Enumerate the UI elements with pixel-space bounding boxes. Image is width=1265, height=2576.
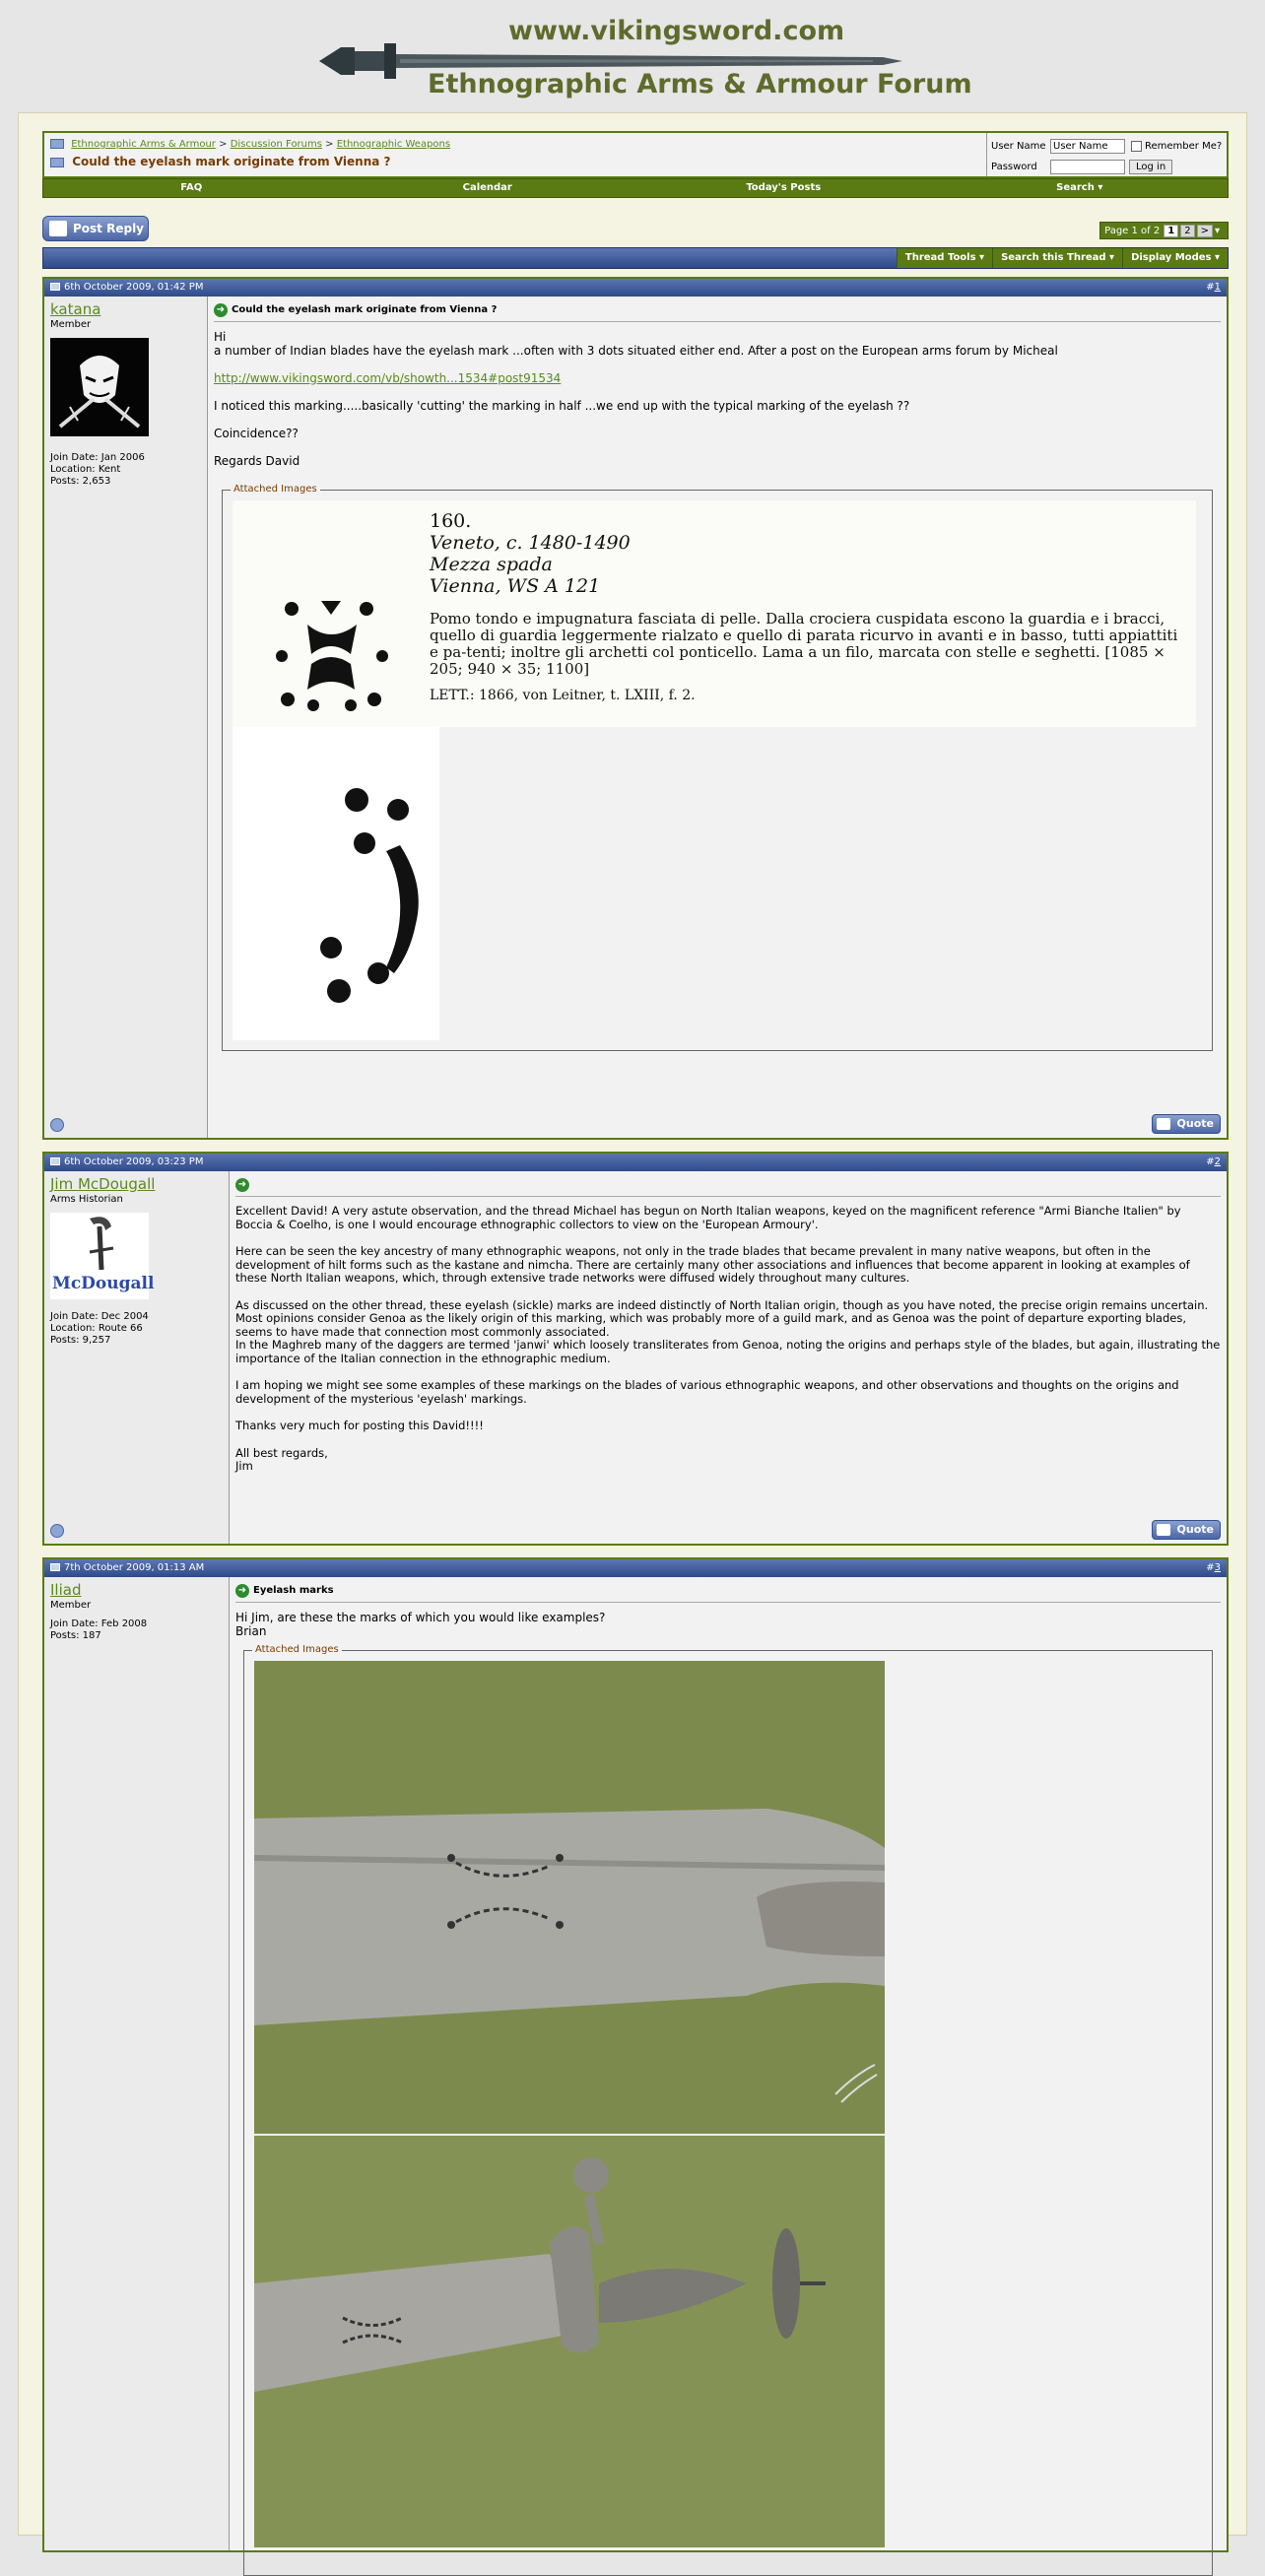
breadcrumb-link-forum[interactable]: Ethnographic Arms & Armour bbox=[71, 139, 216, 150]
quote-icon bbox=[1157, 1524, 1170, 1536]
display-modes-menu[interactable]: Display Modes ▾ bbox=[1122, 248, 1228, 268]
post-body: Excellent David! A very astute observation, and the thread Michael has begun on North Italian weapons, keyed on the magnificent reference "Armi Bianche Italien" by Boccia & Coelho, is one I would encourage ethnographic collectors to view on the 'European Armoury'. Here can be seen the key ancestry of many ethnographic weapons, not only in the trade blades that became prevalent in many native weapons, but often in the development of hilt forms such as the kastane and nimcha. There are certainly many other associations and influences that become apparent in looking at examples of these North Italian weapons, which, through extensive trade networks were diffused widely throughout many cultures. As discussed on the other thread, these eyelash (sickle) marks are indeed distinctly of North Italian origin, though as you have noted, the precise origin remains uncertain. Most opinions consider Genoa as the likely origin of this marking, which was probably more of a guild mark, and as Genoa was the point of departure exporting blades, seems to have made that connection most commonly associated. In the Maghreb many of the daggers are termed 'janwi' which loosely transliterates from Genoa, noting the origins and perhaps style of the blades, but again, illustrating the importance of the Italian connection in the ethnographic medium. I am hoping we might see some examples of these markings on the blades of various ethnographic weapons, and other observations and thoughts on the origins and development of the mysterious 'eyelash' markings. Thanks very much for posting this David!!!! All best regards, Jim bbox=[235, 1204, 1221, 1473]
quote-button[interactable]: Quote bbox=[1152, 1520, 1221, 1540]
post-old-icon bbox=[50, 283, 60, 291]
user-join-date: Join Date: Feb 2008 bbox=[50, 1618, 148, 1629]
password-label: Password bbox=[991, 161, 1037, 172]
page-count-label: Page 1 of 2 bbox=[1104, 225, 1161, 236]
username-link[interactable]: katana bbox=[50, 300, 101, 318]
catalog-header: 160. Veneto, c. 1480-1490 Mezza spada Vienna, WS A 121 bbox=[430, 510, 631, 597]
blade-photo-icon bbox=[254, 1661, 885, 2134]
user-title: Arms Historian bbox=[50, 1194, 123, 1205]
post-arrow-icon: ➜ bbox=[235, 1584, 249, 1598]
menu-todays-posts[interactable]: Today's Posts bbox=[746, 182, 822, 193]
logo-url: www.vikingsword.com bbox=[508, 16, 845, 46]
thread-tools-menu[interactable]: Thread Tools ▾ bbox=[897, 248, 992, 268]
breadcrumb-link-ethnographic-weapons[interactable]: Ethnographic Weapons bbox=[336, 139, 451, 150]
logo-title: Ethnographic Arms & Armour Forum bbox=[428, 69, 972, 99]
post-number-link[interactable]: 2 bbox=[1214, 1156, 1221, 1167]
site-logo[interactable] bbox=[311, 14, 972, 108]
post-link[interactable]: http://www.vikingsword.com/vb/showth...1534#post91534 bbox=[214, 371, 562, 385]
eyelash-mark-icon bbox=[272, 595, 400, 713]
reload-thread-icon[interactable] bbox=[50, 158, 64, 167]
forum-page bbox=[18, 112, 1247, 2536]
user-status-icon bbox=[50, 1524, 64, 1538]
user-title: Member bbox=[50, 1600, 92, 1611]
post-header: 7th October 2009, 01:13 AM #3 bbox=[44, 1559, 1227, 1577]
forum-home-icon[interactable] bbox=[50, 139, 64, 149]
pager-dropdown-icon[interactable]: ▾ bbox=[1214, 225, 1220, 236]
post-reply-icon bbox=[49, 221, 67, 236]
post-message bbox=[208, 297, 1227, 1138]
avatar[interactable] bbox=[50, 338, 149, 436]
pagination bbox=[1099, 222, 1229, 239]
breadcrumb: Ethnographic Arms & Armour > Discussion Forums > Ethnographic Weapons bbox=[50, 139, 450, 150]
post-header: 6th October 2009, 01:42 PM #1 bbox=[44, 279, 1227, 297]
navbar bbox=[42, 131, 1229, 178]
user-post-count: Posts: 2,653 bbox=[50, 476, 111, 487]
user-info bbox=[44, 1577, 230, 2550]
attached-image-blade-1[interactable] bbox=[254, 1661, 885, 2134]
page-2[interactable]: 2 bbox=[1180, 225, 1194, 237]
user-join-date: Join Date: Dec 2004 bbox=[50, 1311, 149, 1322]
remember-me-checkbox[interactable] bbox=[1131, 141, 1142, 152]
user-post-count: Posts: 9,257 bbox=[50, 1335, 111, 1346]
search-thread-menu[interactable]: Search this Thread ▾ bbox=[992, 248, 1122, 268]
quote-button[interactable]: Quote bbox=[1152, 1114, 1221, 1134]
user-title: Member bbox=[50, 319, 92, 330]
sword-hilt-icon bbox=[50, 1213, 149, 1272]
post-number-link[interactable]: 3 bbox=[1214, 1562, 1221, 1573]
post-message bbox=[230, 1171, 1227, 1544]
post-date: 6th October 2009, 03:23 PM bbox=[64, 1156, 204, 1167]
post-body: Hi Jim, are these the marks of which you would like examples? Brian bbox=[235, 1611, 606, 1638]
attached-images bbox=[243, 1644, 1213, 2576]
menu-bar bbox=[42, 178, 1229, 198]
user-status-icon bbox=[50, 1118, 64, 1132]
username-label: User Name bbox=[991, 140, 1046, 152]
catalog-reference: LETT.: 1866, von Leitner, t. LXIII, f. 2. bbox=[430, 688, 696, 703]
user-location: Location: Kent bbox=[50, 464, 121, 475]
avatar-text: McDougall bbox=[52, 1274, 155, 1293]
menu-calendar[interactable]: Calendar bbox=[462, 182, 512, 193]
username-link[interactable]: Jim McDougall bbox=[50, 1175, 156, 1193]
post-date: 7th October 2009, 01:13 AM bbox=[64, 1562, 205, 1573]
post-title bbox=[235, 1177, 1221, 1197]
post bbox=[42, 1557, 1229, 2552]
half-eyelash-mark-icon bbox=[233, 727, 439, 1040]
avatar[interactable] bbox=[50, 1213, 155, 1299]
user-info bbox=[44, 1171, 230, 1544]
page-next[interactable]: > bbox=[1197, 225, 1213, 237]
username-link[interactable]: Iliad bbox=[50, 1581, 82, 1599]
post-header: 6th October 2009, 03:23 PM #2 bbox=[44, 1154, 1227, 1171]
attached-images-label: Attached Images bbox=[252, 1644, 342, 1655]
site-banner bbox=[0, 0, 1265, 110]
menu-search[interactable]: Search ▾ bbox=[1056, 182, 1103, 193]
attached-images bbox=[222, 484, 1213, 1051]
post-arrow-icon: ➜ bbox=[214, 303, 228, 317]
catalog-description: Pomo tondo e impugnatura fasciata di pelle. Dalla crociera cuspidata escono la guardia e i bracci, quello di guardia leggermente rialzato e quello di parata ricurvo in avanti e in basso, tutti appiattiti e pa-tenti; inoltre gli archetti col ponticello. Lama a un filo, marcata con stelle e seghetti. [1085 × 205; 940 × 35; 1100] bbox=[430, 610, 1178, 678]
hilt-photo-icon bbox=[254, 2136, 885, 2547]
post-date: 6th October 2009, 01:42 PM bbox=[64, 282, 204, 293]
attached-image-mark[interactable] bbox=[233, 727, 439, 1040]
remember-me-label: Remember Me? bbox=[1145, 140, 1223, 152]
username-input[interactable] bbox=[1050, 139, 1125, 154]
page-1[interactable]: 1 bbox=[1164, 225, 1178, 237]
login-box bbox=[986, 133, 1227, 176]
post-old-icon bbox=[50, 1157, 60, 1165]
post-number-link[interactable]: 1 bbox=[1214, 282, 1221, 293]
user-location: Location: Route 66 bbox=[50, 1323, 143, 1334]
post-reply-button[interactable]: Post Reply bbox=[42, 216, 149, 241]
user-join-date: Join Date: Jan 2006 bbox=[50, 452, 145, 463]
quote-icon bbox=[1157, 1118, 1170, 1130]
menu-faq[interactable]: FAQ bbox=[180, 182, 203, 193]
attached-image-blade-2[interactable] bbox=[254, 2134, 885, 2547]
thread-title: Could the eyelash mark originate from Vienna ? bbox=[50, 155, 391, 168]
post bbox=[42, 277, 1229, 1140]
post-body: Hi a number of Indian blades have the eyelash mark ...often with 3 dots situated either end. After a post on the European arms forum by Micheal http://www.vikingsword.com/vb/showth...1534#post91534 I noticed this marking.....basically 'cutting' the marking in half ...we end up with the typical marking of the eyelash ?? Coincidence?? Regards David bbox=[214, 330, 1058, 468]
login-button[interactable]: Log in bbox=[1129, 160, 1172, 174]
user-post-count: Posts: 187 bbox=[50, 1630, 101, 1641]
thread-tools-bar bbox=[42, 247, 1229, 269]
breadcrumb-link-discussion[interactable]: Discussion Forums bbox=[230, 139, 322, 150]
post bbox=[42, 1152, 1229, 1546]
attached-images-label: Attached Images bbox=[231, 484, 320, 495]
post-title: ➜ Could the eyelash mark originate from Vienna ? bbox=[214, 302, 1221, 322]
attached-image-catalog[interactable] bbox=[233, 500, 1196, 727]
password-input[interactable] bbox=[1050, 160, 1125, 174]
post-title: ➜ Eyelash marks bbox=[235, 1583, 1221, 1603]
user-info bbox=[44, 297, 208, 1138]
post-arrow-icon: ➜ bbox=[235, 1178, 249, 1192]
post-old-icon bbox=[50, 1563, 60, 1571]
post-message bbox=[230, 1577, 1227, 2550]
